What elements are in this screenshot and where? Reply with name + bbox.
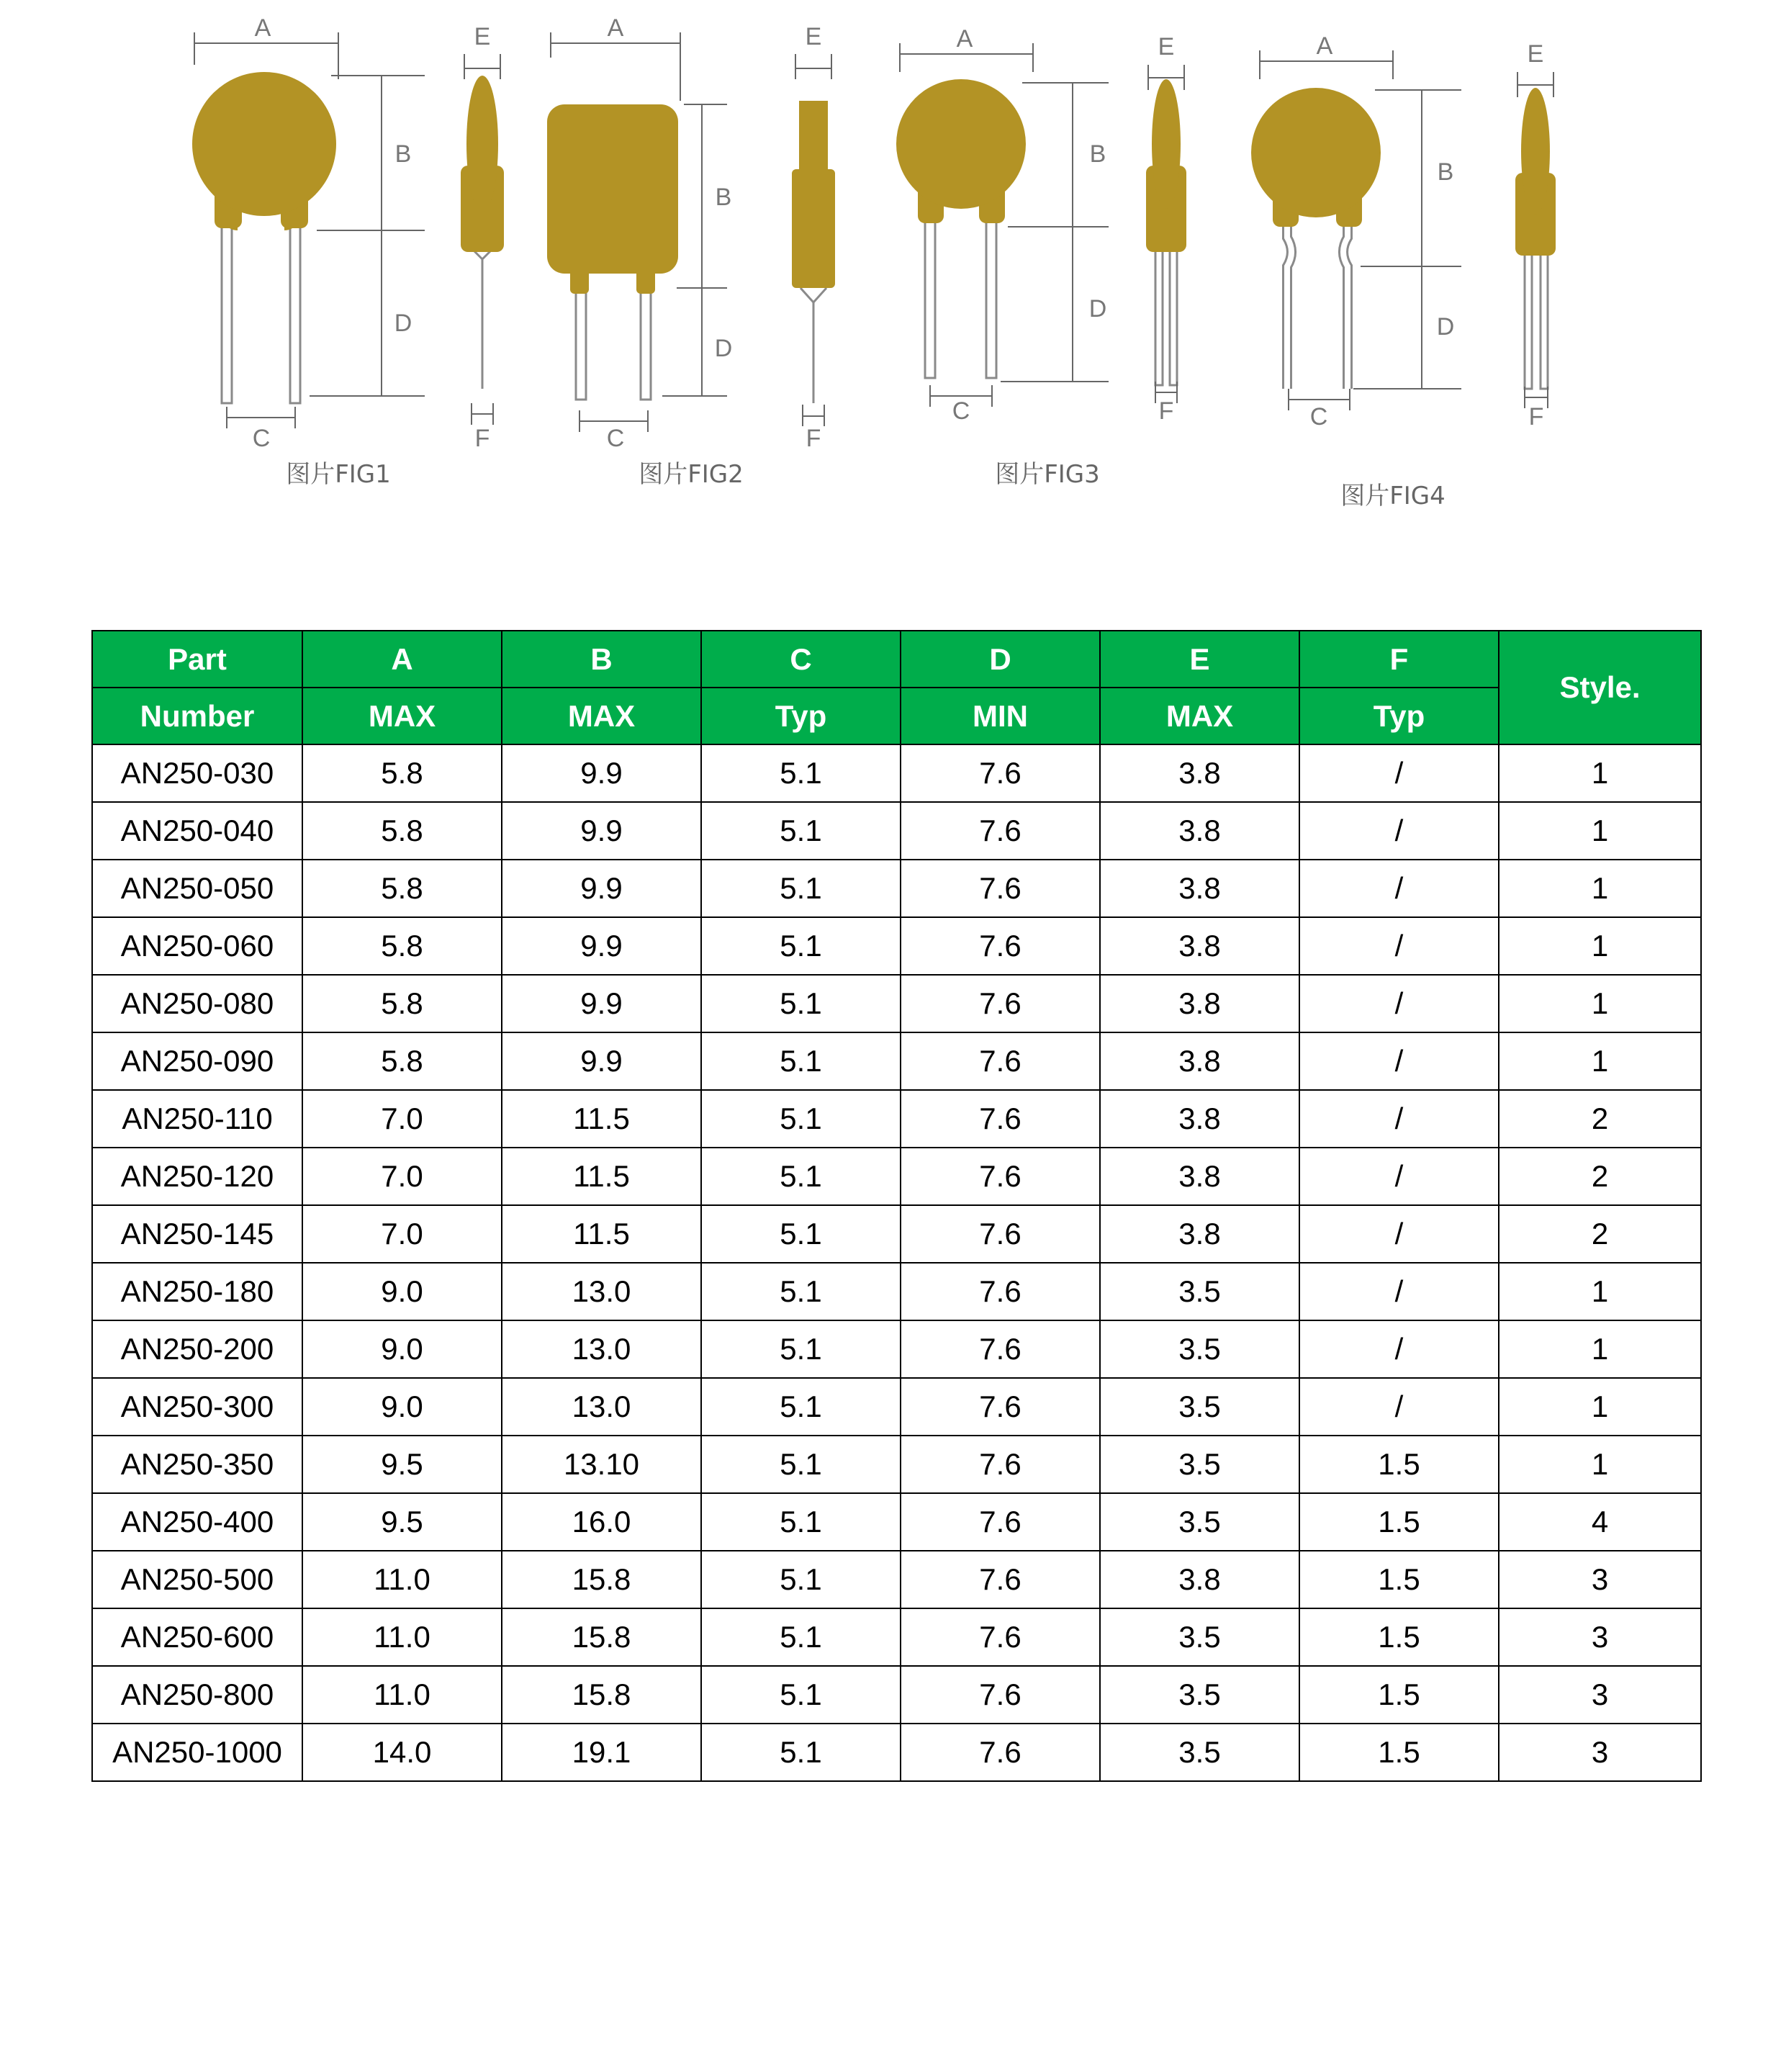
fig3-dim-f: F — [1158, 397, 1174, 425]
cell-style: 3 — [1499, 1608, 1701, 1666]
fig1-dim-a: A — [254, 14, 271, 42]
cell-style: 1 — [1499, 860, 1701, 917]
cell-a-max: 5.8 — [302, 917, 502, 975]
cell-style: 3 — [1499, 1551, 1701, 1608]
cell-f-typ: 1.5 — [1299, 1551, 1499, 1608]
table-row — [92, 802, 1701, 860]
cell-part-number: AN250-030 — [92, 744, 302, 802]
cell-d-min: 7.6 — [901, 744, 1100, 802]
dimension-spec-table — [91, 630, 1702, 1782]
fig4-dim-a: A — [1316, 32, 1333, 60]
table-row — [92, 1493, 1701, 1551]
header-d: D — [901, 631, 1100, 688]
cell-f-typ: / — [1299, 860, 1499, 917]
fig4-caption: 图片FIG4 — [1340, 482, 1446, 510]
table-row — [92, 1378, 1701, 1436]
cell-d-min: 7.6 — [901, 1608, 1100, 1666]
cell-d-min: 7.6 — [901, 1320, 1100, 1378]
fig4-dim-d: D — [1436, 313, 1455, 341]
cell-style: 1 — [1499, 1436, 1701, 1493]
cell-b-max: 9.9 — [502, 744, 701, 802]
figure-2 — [547, 14, 835, 489]
fig3-dim-e: E — [1158, 33, 1175, 60]
table-row — [92, 975, 1701, 1032]
cell-style: 2 — [1499, 1205, 1701, 1263]
cell-c-typ: 5.1 — [701, 1148, 901, 1205]
cell-b-max: 15.8 — [502, 1551, 701, 1608]
cell-b-max: 13.0 — [502, 1263, 701, 1320]
cell-part-number: AN250-080 — [92, 975, 302, 1032]
table-row — [92, 860, 1701, 917]
cell-part-number: AN250-350 — [92, 1436, 302, 1493]
cell-e-max: 3.8 — [1100, 744, 1299, 802]
cell-c-typ: 5.1 — [701, 1320, 901, 1378]
cell-c-typ: 5.1 — [701, 1090, 901, 1148]
cell-a-max: 11.0 — [302, 1551, 502, 1608]
fig3-front-view — [896, 79, 1026, 378]
fig2-dim-e: E — [805, 23, 822, 50]
cell-part-number: AN250-120 — [92, 1148, 302, 1205]
cell-f-typ: 1.5 — [1299, 1666, 1499, 1724]
fig4-side-view — [1515, 88, 1556, 389]
cell-style: 2 — [1499, 1090, 1701, 1148]
cell-style: 1 — [1499, 1263, 1701, 1320]
cell-f-typ: / — [1299, 1090, 1499, 1148]
cell-b-max: 16.0 — [502, 1493, 701, 1551]
table-row — [92, 1148, 1701, 1205]
cell-c-typ: 5.1 — [701, 1608, 901, 1666]
cell-f-typ: / — [1299, 1378, 1499, 1436]
cell-e-max: 3.5 — [1100, 1493, 1299, 1551]
fig3-side-view — [1146, 79, 1186, 385]
cell-d-min: 7.6 — [901, 1263, 1100, 1320]
cell-part-number: AN250-600 — [92, 1608, 302, 1666]
fig4-dim-b: B — [1437, 158, 1454, 186]
table-row — [92, 1551, 1701, 1608]
cell-e-max: 3.8 — [1100, 1148, 1299, 1205]
cell-e-max: 3.8 — [1100, 860, 1299, 917]
cell-b-max: 19.1 — [502, 1724, 701, 1781]
cell-e-max: 3.5 — [1100, 1666, 1299, 1724]
cell-a-max: 7.0 — [302, 1205, 502, 1263]
cell-f-typ: / — [1299, 975, 1499, 1032]
cell-part-number: AN250-500 — [92, 1551, 302, 1608]
cell-f-typ: / — [1299, 1263, 1499, 1320]
cell-style: 1 — [1499, 917, 1701, 975]
cell-style: 1 — [1499, 1032, 1701, 1090]
cell-a-max: 11.0 — [302, 1608, 502, 1666]
header-a-unit: MAX — [302, 688, 502, 744]
table-row — [92, 1090, 1701, 1148]
fig1-dim-c: C — [252, 425, 271, 452]
header-b-unit: MAX — [502, 688, 701, 744]
cell-a-max: 5.8 — [302, 744, 502, 802]
cell-style: 1 — [1499, 802, 1701, 860]
figure-4 — [1251, 32, 1556, 510]
cell-e-max: 3.5 — [1100, 1608, 1299, 1666]
cell-b-max: 11.5 — [502, 1148, 701, 1205]
cell-b-max: 15.8 — [502, 1666, 701, 1724]
dimension-figures — [144, 0, 1627, 533]
table-row — [92, 1608, 1701, 1666]
cell-b-max: 13.0 — [502, 1320, 701, 1378]
cell-c-typ: 5.1 — [701, 1032, 901, 1090]
cell-b-max: 9.9 — [502, 1032, 701, 1090]
cell-f-typ: / — [1299, 1148, 1499, 1205]
cell-a-max: 14.0 — [302, 1724, 502, 1781]
cell-e-max: 3.8 — [1100, 802, 1299, 860]
cell-d-min: 7.6 — [901, 1032, 1100, 1090]
table-row — [92, 1320, 1701, 1378]
figure-1 — [192, 14, 504, 489]
cell-c-typ: 5.1 — [701, 1205, 901, 1263]
cell-part-number: AN250-060 — [92, 917, 302, 975]
fig2-dim-a: A — [607, 14, 624, 42]
header-style: Style. — [1499, 631, 1701, 744]
cell-d-min: 7.6 — [901, 802, 1100, 860]
figure-3 — [896, 25, 1186, 489]
cell-style: 4 — [1499, 1493, 1701, 1551]
header-number: Number — [92, 688, 302, 744]
fig2-dim-c: C — [606, 425, 625, 452]
table-row — [92, 1263, 1701, 1320]
cell-part-number: AN250-145 — [92, 1205, 302, 1263]
cell-d-min: 7.6 — [901, 1551, 1100, 1608]
cell-f-typ: 1.5 — [1299, 1608, 1499, 1666]
header-b: B — [502, 631, 701, 688]
cell-b-max: 9.9 — [502, 975, 701, 1032]
cell-f-typ: 1.5 — [1299, 1493, 1499, 1551]
cell-d-min: 7.6 — [901, 860, 1100, 917]
cell-d-min: 7.6 — [901, 1724, 1100, 1781]
fig1-side-view — [461, 76, 504, 389]
header-c-unit: Typ — [701, 688, 901, 744]
cell-part-number: AN250-300 — [92, 1378, 302, 1436]
cell-e-max: 3.8 — [1100, 917, 1299, 975]
cell-c-typ: 5.1 — [701, 1378, 901, 1436]
cell-f-typ: / — [1299, 744, 1499, 802]
cell-d-min: 7.6 — [901, 1090, 1100, 1148]
table-row — [92, 1724, 1701, 1781]
cell-e-max: 3.8 — [1100, 1205, 1299, 1263]
fig2-side-view — [792, 101, 835, 403]
cell-a-max: 9.5 — [302, 1493, 502, 1551]
table-row — [92, 917, 1701, 975]
fig1-caption: 图片FIG1 — [286, 460, 391, 489]
header-e-unit: MAX — [1100, 688, 1299, 744]
cell-c-typ: 5.1 — [701, 1263, 901, 1320]
cell-c-typ: 5.1 — [701, 1493, 901, 1551]
header-e: E — [1100, 631, 1299, 688]
cell-e-max: 3.5 — [1100, 1436, 1299, 1493]
fig3-dim-a: A — [956, 25, 973, 53]
cell-e-max: 3.5 — [1100, 1320, 1299, 1378]
cell-d-min: 7.6 — [901, 917, 1100, 975]
header-c: C — [701, 631, 901, 688]
cell-d-min: 7.6 — [901, 1205, 1100, 1263]
fig2-dim-b: B — [715, 184, 732, 211]
cell-e-max: 3.8 — [1100, 975, 1299, 1032]
cell-f-typ: / — [1299, 1320, 1499, 1378]
fig2-front-view — [547, 104, 678, 400]
header-f: F — [1299, 631, 1499, 688]
fig1-dim-f: F — [474, 425, 490, 452]
cell-b-max: 9.9 — [502, 860, 701, 917]
fig2-dim-d: D — [714, 335, 733, 362]
cell-style: 2 — [1499, 1148, 1701, 1205]
fig3-dim-c: C — [952, 397, 970, 425]
header-part: Part — [92, 631, 302, 688]
cell-style: 3 — [1499, 1666, 1701, 1724]
cell-a-max: 9.0 — [302, 1378, 502, 1436]
cell-style: 1 — [1499, 975, 1701, 1032]
table-row — [92, 1032, 1701, 1090]
cell-b-max: 11.5 — [502, 1205, 701, 1263]
cell-f-typ: / — [1299, 917, 1499, 975]
cell-part-number: AN250-400 — [92, 1493, 302, 1551]
cell-f-typ: / — [1299, 1032, 1499, 1090]
fig3-caption: 图片FIG3 — [995, 460, 1100, 489]
header-a: A — [302, 631, 502, 688]
cell-a-max: 9.0 — [302, 1263, 502, 1320]
cell-f-typ: 1.5 — [1299, 1724, 1499, 1781]
cell-c-typ: 5.1 — [701, 975, 901, 1032]
cell-f-typ: 1.5 — [1299, 1436, 1499, 1493]
table-body — [92, 744, 1701, 1781]
cell-e-max: 3.8 — [1100, 1032, 1299, 1090]
cell-d-min: 7.6 — [901, 1436, 1100, 1493]
cell-style: 3 — [1499, 1724, 1701, 1781]
fig2-dim-f: F — [806, 425, 821, 452]
cell-b-max: 11.5 — [502, 1090, 701, 1148]
cell-a-max: 7.0 — [302, 1090, 502, 1148]
fig1-front-view — [192, 72, 336, 403]
fig4-dim-e: E — [1527, 40, 1544, 68]
cell-d-min: 7.6 — [901, 1493, 1100, 1551]
cell-part-number: AN250-090 — [92, 1032, 302, 1090]
cell-e-max: 3.8 — [1100, 1551, 1299, 1608]
fig3-dim-b: B — [1089, 140, 1106, 168]
cell-c-typ: 5.1 — [701, 860, 901, 917]
cell-c-typ: 5.1 — [701, 1666, 901, 1724]
cell-a-max: 11.0 — [302, 1666, 502, 1724]
cell-b-max: 9.9 — [502, 917, 701, 975]
cell-d-min: 7.6 — [901, 1378, 1100, 1436]
cell-a-max: 5.8 — [302, 802, 502, 860]
header-f-unit: Typ — [1299, 688, 1499, 744]
cell-d-min: 7.6 — [901, 1148, 1100, 1205]
cell-a-max: 5.8 — [302, 860, 502, 917]
cell-c-typ: 5.1 — [701, 917, 901, 975]
cell-style: 1 — [1499, 1320, 1701, 1378]
fig1-dim-e: E — [474, 23, 491, 50]
cell-part-number: AN250-050 — [92, 860, 302, 917]
cell-part-number: AN250-200 — [92, 1320, 302, 1378]
fig4-dim-c: C — [1309, 403, 1328, 431]
cell-part-number: AN250-1000 — [92, 1724, 302, 1781]
fig1-dim-d: D — [394, 310, 412, 337]
cell-b-max: 13.0 — [502, 1378, 701, 1436]
cell-d-min: 7.6 — [901, 1666, 1100, 1724]
cell-b-max: 13.10 — [502, 1436, 701, 1493]
cell-style: 1 — [1499, 1378, 1701, 1436]
fig1-dim-b: B — [394, 140, 412, 168]
cell-part-number: AN250-110 — [92, 1090, 302, 1148]
cell-e-max: 3.5 — [1100, 1724, 1299, 1781]
fig4-front-view — [1251, 88, 1381, 389]
cell-a-max: 9.0 — [302, 1320, 502, 1378]
cell-c-typ: 5.1 — [701, 1724, 901, 1781]
cell-b-max: 15.8 — [502, 1608, 701, 1666]
cell-e-max: 3.8 — [1100, 1090, 1299, 1148]
cell-part-number: AN250-040 — [92, 802, 302, 860]
cell-part-number: AN250-180 — [92, 1263, 302, 1320]
cell-b-max: 9.9 — [502, 802, 701, 860]
cell-part-number: AN250-800 — [92, 1666, 302, 1724]
cell-c-typ: 5.1 — [701, 1551, 901, 1608]
table-header — [92, 631, 1701, 744]
table-row — [92, 1205, 1701, 1263]
cell-a-max: 9.5 — [302, 1436, 502, 1493]
fig2-caption: 图片FIG2 — [639, 460, 744, 489]
fig3-dim-d: D — [1088, 295, 1107, 323]
cell-f-typ: / — [1299, 802, 1499, 860]
cell-c-typ: 5.1 — [701, 744, 901, 802]
fig4-dim-f: F — [1528, 403, 1544, 431]
cell-c-typ: 5.1 — [701, 802, 901, 860]
table-row — [92, 744, 1701, 802]
table-row — [92, 1666, 1701, 1724]
cell-e-max: 3.5 — [1100, 1378, 1299, 1436]
cell-c-typ: 5.1 — [701, 1436, 901, 1493]
cell-e-max: 3.5 — [1100, 1263, 1299, 1320]
table-row — [92, 1436, 1701, 1493]
cell-d-min: 7.6 — [901, 975, 1100, 1032]
header-d-unit: MIN — [901, 688, 1100, 744]
cell-a-max: 7.0 — [302, 1148, 502, 1205]
cell-a-max: 5.8 — [302, 1032, 502, 1090]
cell-style: 1 — [1499, 744, 1701, 802]
cell-a-max: 5.8 — [302, 975, 502, 1032]
cell-f-typ: / — [1299, 1205, 1499, 1263]
